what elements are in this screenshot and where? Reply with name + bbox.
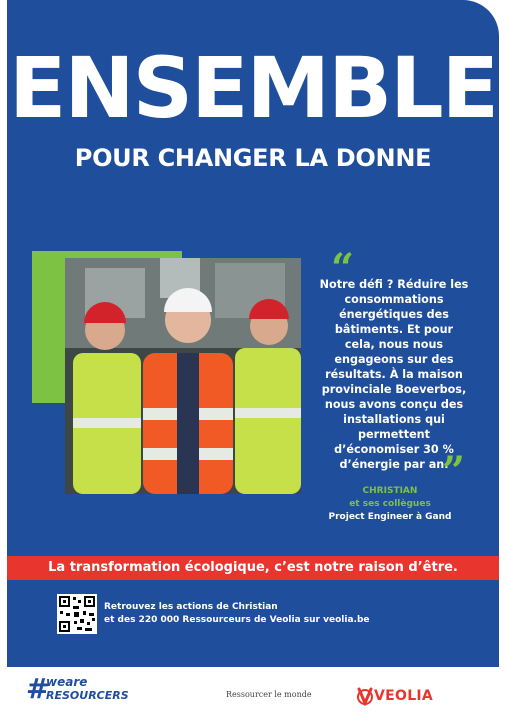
cta-line-2 — [104, 615, 370, 625]
tagline: Ressourcer le monde — [226, 690, 312, 699]
svg-text:RESOURCERS: RESOURCERS — [46, 689, 129, 702]
open-quote-icon: “ — [331, 245, 355, 292]
photo-illustration — [65, 258, 301, 494]
attribution-subtitle: et ses collègues — [349, 499, 431, 509]
veolia-logo — [357, 686, 447, 706]
cta-line-2-text: et des 220 000 Ressourceurs de Veolia sur — [104, 615, 324, 625]
mission-banner: La transformation écologique, c’est notre raison d’être. — [7, 556, 499, 580]
photo-engineers — [65, 258, 301, 494]
attribution-name: CHRISTIAN — [362, 486, 418, 496]
hashtag-logo — [26, 673, 136, 703]
website-link[interactable]: veolia.be — [323, 615, 370, 625]
close-quote-icon: ” — [441, 448, 465, 495]
subheadline: POUR CHANGER LA DONNE — [74, 144, 432, 172]
cta-line-1: Retrouvez les actions de Christian — [104, 602, 278, 612]
poster — [7, 0, 499, 718]
svg-text:#: # — [26, 673, 50, 703]
brand-name: VEOLIA — [374, 688, 434, 704]
headline: ENSEMBLE — [8, 39, 498, 137]
qr-code-icon[interactable] — [57, 594, 97, 634]
quote-text: Notre défi ? Réduire les consommations énergétiques des bâtiments. Et pour cela, nous nous engageons sur des résultats. À la maison provinciale Boeverbos, nous avons conçu des installations qui permettent d’économiser 30 % d’énergie par an. — [319, 278, 469, 471]
attribution-role: Project Engineer à Gand — [328, 512, 452, 522]
svg-text:weare: weare — [46, 675, 88, 689]
